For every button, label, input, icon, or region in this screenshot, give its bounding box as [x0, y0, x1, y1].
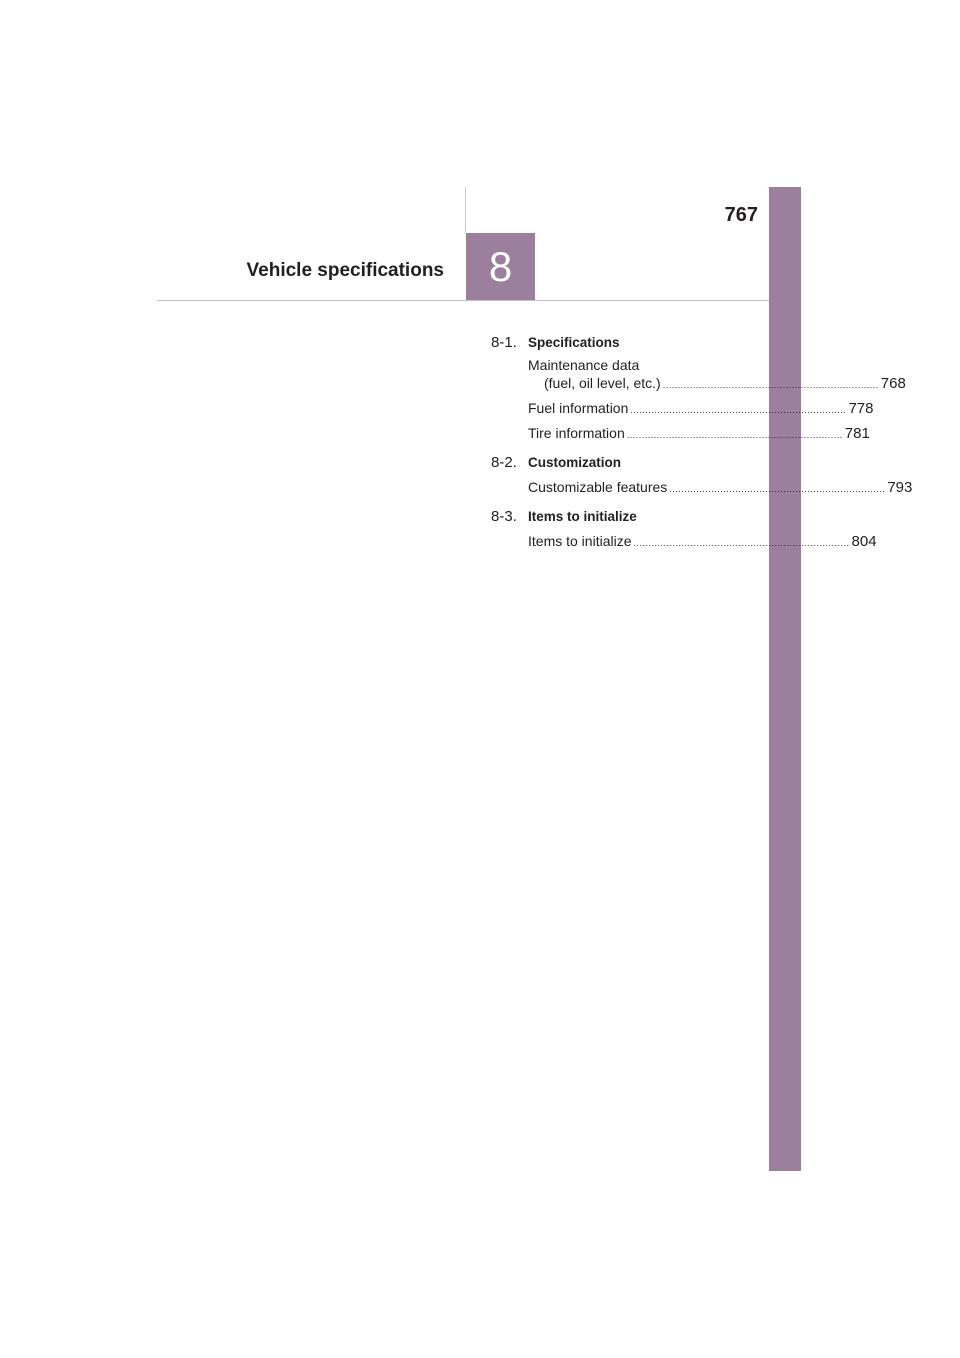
entry-label: Fuel information	[528, 400, 629, 416]
toc-section-heading	[491, 454, 739, 471]
chapter-title: Vehicle specifications	[246, 260, 444, 281]
section-title: Specifications	[528, 335, 620, 350]
chapter-side-tab	[769, 187, 801, 1171]
dot-leader: ........................................................................	[630, 405, 847, 415]
dot-leader: ........................................................................	[662, 380, 879, 390]
toc-section-heading	[491, 508, 739, 525]
section-number: 8-1.	[491, 334, 517, 351]
section-title: Customization	[528, 455, 621, 470]
table-of-contents	[491, 334, 913, 550]
dot-leader: ........................................................................	[626, 430, 843, 440]
entry-page-number: 793	[887, 479, 913, 496]
entry-page-number: 781	[844, 425, 870, 442]
section-number: 8-2.	[491, 454, 517, 471]
chapter-number-box	[466, 233, 535, 300]
chapter-number: 8	[488, 242, 513, 290]
section-number: 8-3.	[491, 508, 517, 525]
entry-label: Maintenance data	[528, 357, 640, 373]
page-number: 767	[724, 204, 758, 226]
entry-label: Customizable features	[528, 479, 668, 495]
header-vertical-rule	[465, 187, 466, 233]
entry-page-number: 804	[851, 533, 877, 550]
section-title: Items to initialize	[528, 509, 637, 524]
dot-leader: ........................................................................	[633, 538, 850, 548]
entry-label: Tire information	[528, 425, 625, 441]
dot-leader: ........................................................................	[669, 484, 886, 494]
toc-entry-customizable-features[interactable]	[528, 479, 913, 496]
toc-section-heading	[491, 334, 739, 351]
toc-entry-tire-information[interactable]	[528, 425, 870, 442]
entry-page-number: 768	[880, 375, 906, 392]
header-horizontal-rule	[157, 300, 769, 301]
toc-entry-maintenance-data[interactable]	[528, 357, 906, 392]
toc-entry-fuel-information[interactable]	[528, 400, 874, 417]
entry-label: Items to initialize	[528, 533, 632, 549]
toc-entry-items-to-initialize[interactable]	[528, 533, 877, 550]
entry-page-number: 778	[848, 400, 874, 417]
entry-label-continued: (fuel, oil level, etc.)	[544, 375, 661, 391]
